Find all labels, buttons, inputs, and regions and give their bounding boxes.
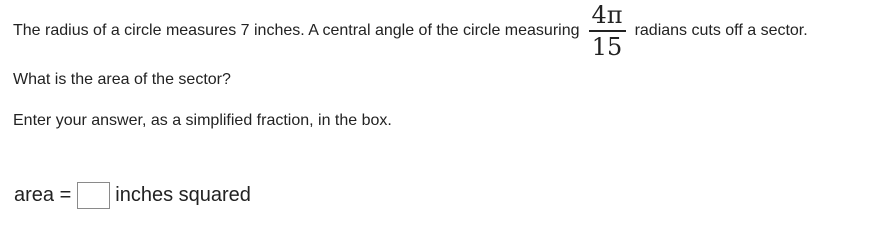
angle-numerator: 4π (591, 1, 623, 30)
answer-input[interactable] (77, 182, 110, 209)
problem-text-before: The radius of a circle measures 7 inches. A central angle of the circle measuring (13, 22, 580, 39)
problem-text-after: radians cuts off a sector. (634, 22, 808, 39)
instruction-text: Enter your answer, as a simplified fraction, in the box. (13, 112, 392, 129)
question-text: What is the area of the sector? (13, 71, 231, 88)
angle-denominator: 15 (591, 32, 623, 61)
answer-units: inches squared (115, 184, 251, 206)
angle-fraction (589, 3, 626, 59)
problem-statement (13, 0, 808, 62)
answer-label: area = (14, 184, 72, 206)
answer-row (14, 180, 251, 211)
